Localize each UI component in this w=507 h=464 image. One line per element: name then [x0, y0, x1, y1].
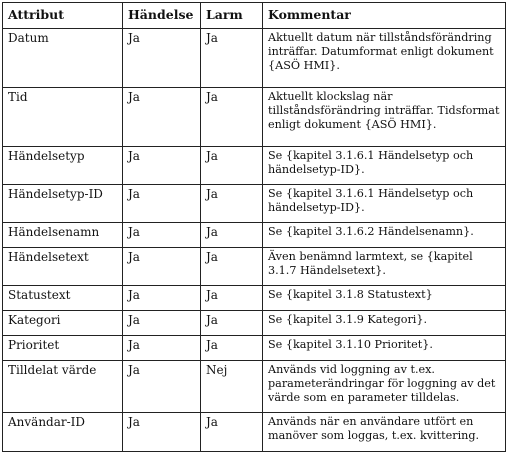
- cell-attribut: Datum: [3, 29, 123, 88]
- cell-larm: Ja: [201, 223, 263, 248]
- cell-attribut: Användar-ID: [3, 413, 123, 452]
- header-handelse: Händelse: [123, 3, 201, 29]
- cell-handelse: Ja: [123, 248, 201, 286]
- cell-attribut: Kategori: [3, 311, 123, 336]
- cell-attribut: Händelsetyp-ID: [3, 185, 123, 223]
- cell-handelse: Ja: [123, 223, 201, 248]
- cell-larm: Ja: [201, 336, 263, 361]
- cell-kommentar: Även benämnd larmtext, se {kapitel 3.1.7 Händelsetext}.: [263, 248, 506, 286]
- cell-larm: Ja: [201, 88, 263, 147]
- table-body: [3, 29, 506, 452]
- cell-kommentar: Se {kapitel 3.1.10 Prioritet}.: [263, 336, 506, 361]
- header-row: [3, 3, 506, 29]
- cell-attribut: Tilldelat värde: [3, 361, 123, 413]
- cell-kommentar: Se {kapitel 3.1.6.1 Händelsetyp och händelsetyp-ID}.: [263, 147, 506, 185]
- cell-kommentar: Se {kapitel 3.1.9 Kategori}.: [263, 311, 506, 336]
- cell-handelse: Ja: [123, 336, 201, 361]
- cell-attribut: Händelsenamn: [3, 223, 123, 248]
- cell-handelse: Ja: [123, 147, 201, 185]
- cell-attribut: Händelsetyp: [3, 147, 123, 185]
- table-row: [3, 185, 506, 223]
- table-row: [3, 336, 506, 361]
- cell-larm: Nej: [201, 361, 263, 413]
- cell-kommentar: Aktuellt datum när tillståndsförändring inträffar. Datumformat enligt dokument {ASÖ HMI}.: [263, 29, 506, 88]
- cell-kommentar: Aktuellt klockslag när tillståndsförändring inträffar. Tidsformat enligt dokument {ASÖ HMI}.: [263, 88, 506, 147]
- cell-kommentar: Används vid loggning av t.ex. parameterändringar för loggning av det värde som en parameter tilldelas.: [263, 361, 506, 413]
- cell-larm: Ja: [201, 147, 263, 185]
- table-row: [3, 311, 506, 336]
- cell-kommentar: Se {kapitel 3.1.6.2 Händelsenamn}.: [263, 223, 506, 248]
- header-larm: Larm: [201, 3, 263, 29]
- cell-larm: Ja: [201, 286, 263, 311]
- attribute-table: [2, 2, 506, 452]
- cell-kommentar: Se {kapitel 3.1.6.1 Händelsetyp och händelsetyp-ID}.: [263, 185, 506, 223]
- cell-attribut: Prioritet: [3, 336, 123, 361]
- cell-attribut: Statustext: [3, 286, 123, 311]
- cell-handelse: Ja: [123, 185, 201, 223]
- cell-handelse: Ja: [123, 311, 201, 336]
- cell-larm: Ja: [201, 29, 263, 88]
- cell-handelse: Ja: [123, 88, 201, 147]
- table-row: [3, 361, 506, 413]
- header-kommentar: Kommentar: [263, 3, 506, 29]
- table-row: [3, 147, 506, 185]
- cell-handelse: Ja: [123, 286, 201, 311]
- table-header: [3, 3, 506, 29]
- table-row: [3, 223, 506, 248]
- cell-handelse: Ja: [123, 29, 201, 88]
- table-row: [3, 413, 506, 452]
- table-row: [3, 248, 506, 286]
- table-row: [3, 88, 506, 147]
- table-row: [3, 29, 506, 88]
- cell-attribut: Händelsetext: [3, 248, 123, 286]
- table-row: [3, 286, 506, 311]
- cell-larm: Ja: [201, 248, 263, 286]
- cell-larm: Ja: [201, 185, 263, 223]
- cell-larm: Ja: [201, 413, 263, 452]
- cell-attribut: Tid: [3, 88, 123, 147]
- cell-kommentar: Se {kapitel 3.1.8 Statustext}: [263, 286, 506, 311]
- header-attribut: Attribut: [3, 3, 123, 29]
- cell-handelse: Ja: [123, 361, 201, 413]
- cell-kommentar: Används när en användare utfört en manöver som loggas, t.ex. kvittering.: [263, 413, 506, 452]
- cell-larm: Ja: [201, 311, 263, 336]
- cell-handelse: Ja: [123, 413, 201, 452]
